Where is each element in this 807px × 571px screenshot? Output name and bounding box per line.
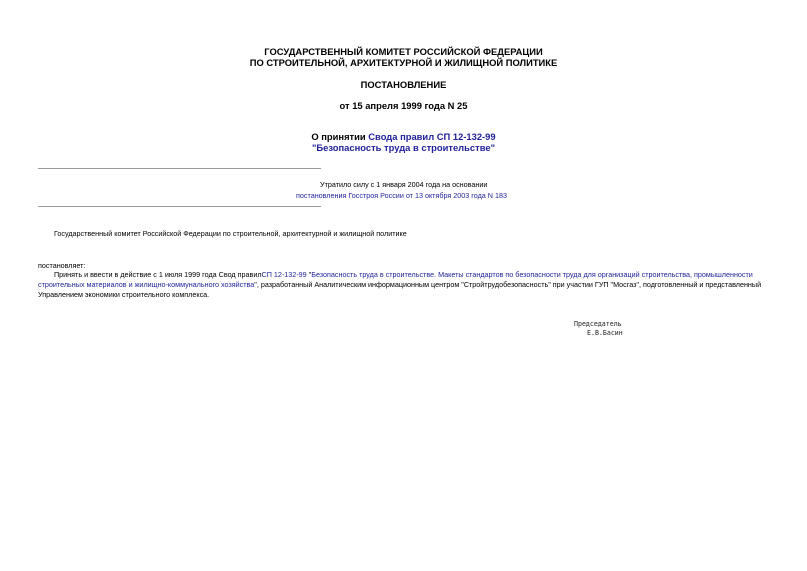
doc-type: ПОСТАНОВЛЕНИЕ — [360, 79, 447, 90]
org-name — [0, 46, 807, 68]
subject-link[interactable]: Свода правил СП 12-132-99 — [368, 131, 496, 142]
resolves-text: постановляет: — [38, 261, 86, 270]
status-note-text: Утратило силу с 1 января 2004 года на основании — [320, 180, 488, 189]
signature-title: Председатель — [574, 320, 622, 328]
subject-prefix: О принятии — [311, 131, 369, 142]
doc-date: от 15 апреля 1999 года N 25 — [339, 100, 468, 111]
subject-link-line2[interactable]: "Безопасность труда в строительстве" — [311, 142, 496, 153]
para-start: Принять и ввести в действие с 1 июля 1999 года Свод правил — [54, 270, 262, 279]
org-name-line2: ПО СТРОИТЕЛЬНОЙ, АРХИТЕКТУРНОЙ И ЖИЛИЩНОЙ ПОЛИТИКЕ — [249, 57, 558, 68]
doc-subject — [0, 131, 807, 153]
main-paragraph — [38, 270, 772, 300]
para-quote-open: " — [306, 270, 312, 279]
issuer-text: Государственный комитет Российской Федерации по строительной, архитектурной и жилищной политике — [54, 229, 407, 238]
para-link-code[interactable]: СП 12-132-99 — [261, 270, 307, 279]
bottom-divider — [38, 206, 321, 207]
para-link-title[interactable]: Безопасность труда в строительстве. Макеты стандартов по безопасности труда для организаций строительства, промышленности строительных материалов и жилищно-коммунального хозяйства — [38, 270, 753, 289]
para-end: ", разработанный Аналитическим информационным центром "Стройтрудобезопасность" при участии ГУП "Мосгаз", подготовленный и представленный Управлением экономики строительного комплекса. — [38, 280, 762, 299]
status-note-link[interactable]: постановления Госстроя России от 13 октября 2003 года N 183 — [296, 191, 507, 200]
top-divider — [38, 168, 321, 169]
org-name-line1: ГОСУДАРСТВЕННЫЙ КОМИТЕТ РОССИЙСКОЙ ФЕДЕРАЦИИ — [264, 46, 543, 57]
signature-name: Е.В.Басин — [587, 329, 623, 337]
